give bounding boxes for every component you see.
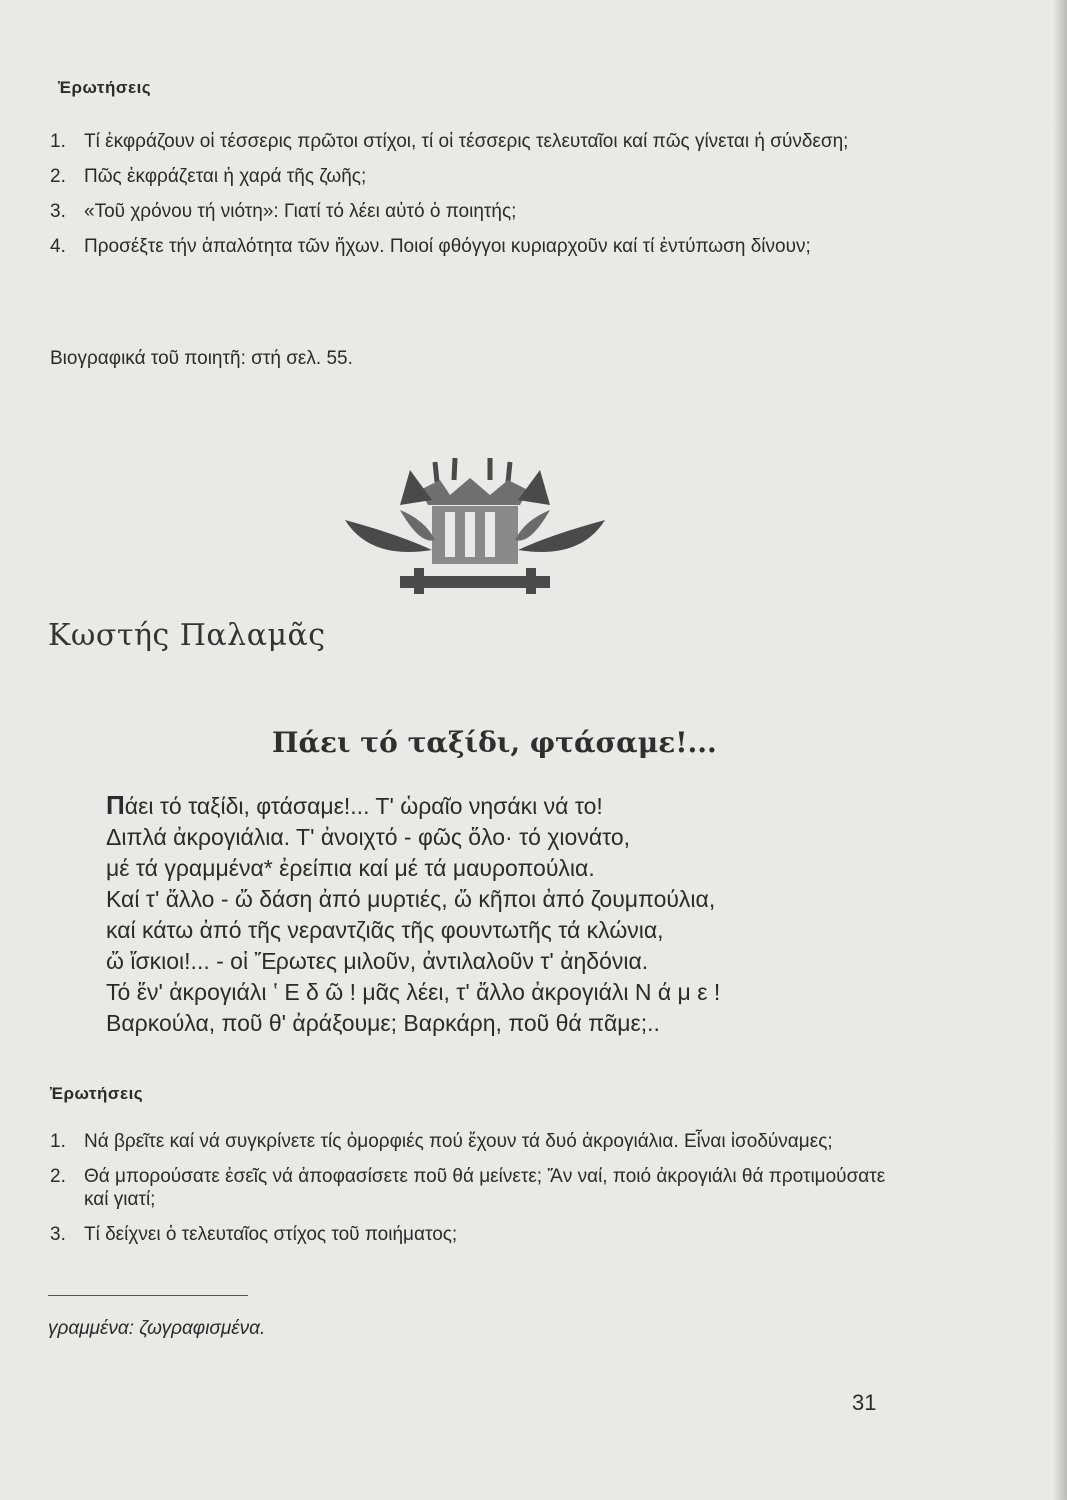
question-item: 2. Θά μπορούσατε ἐσεῖς νά ἀποφασίσετε ποῦ θά μείνετε; Ἄν ναί, ποιό ἀκρογιάλι θά προτιμούσατε καί γιατί;	[50, 1166, 886, 1210]
question-item: 3. «Τοῦ χρόνου τή νιότη»: Γιατί τό λέει αὐτό ὁ ποιητής;	[50, 201, 517, 222]
question-item: 1. Νά βρεῖτε καί νά συγκρίνετε τίς ὀμορφιές πού ἔχουν τά δυό ἀκρογιάλια. Εἶναι ἰσοδύναμες;	[50, 1131, 833, 1152]
footnote: γραμμένα: ζωγραφισμένα.	[48, 1318, 266, 1339]
poem-line: Διπλά ἀκρογιάλια. Τ' ἀνοιχτό - φῶς ὅλο· τό χιονάτο,	[106, 824, 631, 850]
question-item: 3. Τί δείχνει ὁ τελευταῖος στίχος τοῦ ποιήματος;	[50, 1224, 458, 1245]
author-name: Κωστής Παλαμᾶς	[48, 618, 326, 653]
laurel-crown-ornament-icon	[340, 450, 610, 600]
questions-list-bottom	[50, 1130, 890, 1258]
question-item: 1. Τί ἐκφράζουν οἱ τέσσερις πρῶτοι στίχοι, τί οἱ τέσσερις τελευταῖοι καί πῶς γίνεται ἡ σύνδεση;	[50, 131, 849, 152]
poem-title: Πάει τό ταξίδι, φτάσαμε!...	[272, 726, 717, 759]
poem-body	[106, 790, 720, 1039]
footnote-divider	[48, 1295, 248, 1296]
poem-line: ὤ ἴσκιοι!... - οἱ Ἔρωτες μιλοῦν, ἀντιλαλοῦν τ' ἀηδόνια.	[106, 948, 649, 974]
poem-line: Καί τ' ἄλλο - ὤ δάση ἀπό μυρτιές, ὤ κῆποι ἀπό ζουμπούλια,	[106, 886, 716, 912]
poem-line: μέ τά γραμμένα* ἐρείπια καί μέ τά μαυροπούλια.	[106, 855, 595, 881]
poem-line: καί κάτω ἀπό τῆς νεραντζιᾶς τῆς φουντωτῆς τά κλώνια,	[106, 917, 664, 943]
question-item: 4. Προσέξτε τήν ἁπαλότητα τῶν ἤχων. Ποιοί φθόγγοι κυριαρχοῦν καί τί ἐντύπωση δίνουν;	[50, 236, 811, 257]
poem-line: Τό ἕν' ἀκρογιάλι ʽ Ε δ ῶ ! μᾶς λέει, τ' ἄλλο ἀκρογιάλι Ν ά μ ε !	[106, 979, 721, 1005]
question-item: 2. Πῶς ἐκφράζεται ἡ χαρά τῆς ζωῆς;	[50, 166, 367, 187]
poem-line: Πάει τό ταξίδι, φτάσαμε!... Τ' ὡραῖο νησάκι νά το!	[106, 790, 603, 820]
questions-list-top	[50, 130, 895, 270]
questions-heading-top: Ἐρωτήσεις	[58, 78, 152, 97]
page-edge-shadow	[1053, 0, 1067, 1500]
poem-line: Βαρκούλα, ποῦ θ' ἀράξουμε; Βαρκάρη, ποῦ θά πᾶμε;..	[106, 1010, 660, 1036]
biography-note: Βιογραφικά τοῦ ποιητῆ: στή σελ. 55.	[50, 348, 353, 369]
questions-heading-bottom: Ἐρωτήσεις	[50, 1084, 144, 1103]
page-number: 31	[852, 1390, 877, 1415]
